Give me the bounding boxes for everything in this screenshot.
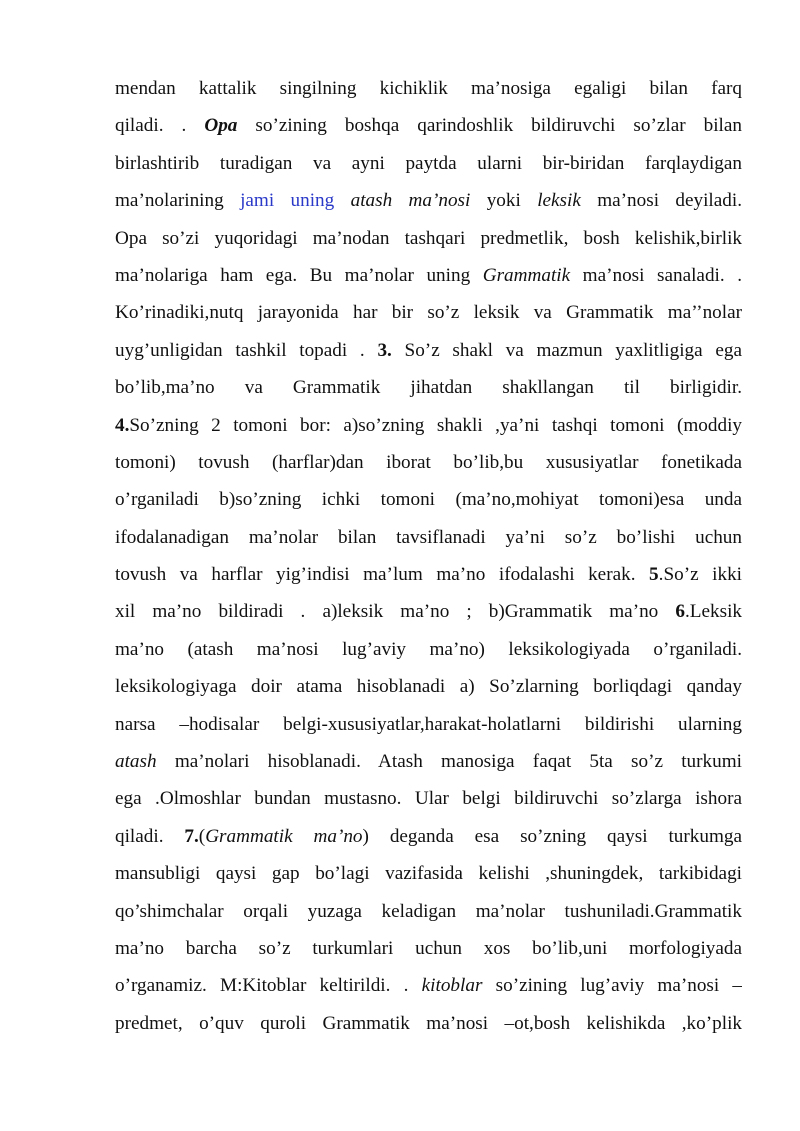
text-segment: o’rganamiz. M:Kitoblar keltirildi. . (115, 975, 422, 997)
text-segment: ma’no (atash ma’nosi lug’aviy ma’no) leksikologiyada o’rganiladi. (115, 638, 742, 660)
text-line (115, 668, 742, 705)
text-line (115, 145, 742, 182)
text-line (115, 182, 742, 219)
text-segment: ma’nosi sanaladi. . (570, 264, 742, 286)
text-segment: tomoni) tovush (harflar)dan iborat bo’lib,bu xususiyatlar fonetikada (115, 451, 742, 473)
text-line (115, 855, 742, 892)
text-segment: Grammatik ma’no (205, 825, 363, 847)
text-segment: 6 (675, 601, 685, 623)
text-segment: mansubligi qaysi gap bo’lagi vazifasida kelishi ,shuningdek, tarkibidagi (115, 863, 742, 885)
text-segment: .Leksik (684, 601, 742, 623)
text-segment: leksik (537, 190, 581, 212)
text-segment: ma’nosi deyiladi. (580, 190, 742, 212)
text-segment: mendan kattalik singilning kichiklik ma’nosiga egaligi bilan farq (115, 78, 742, 99)
text-segment: qiladi. (115, 825, 185, 847)
text-line (115, 481, 742, 518)
text-segment: Ko’rinadiki,nutq jarayonida har bir so’z leksik va Grammatik ma’’nolar (115, 302, 742, 324)
text-segment: narsa –hodisalar belgi-xususiyatlar,harakat-holatlarni bildirishi ularning (115, 713, 742, 735)
text-segment: So’zning 2 tomoni bor: a)so’zning shakli ,ya’ni tashqi tomoni (moddiy (129, 414, 742, 436)
text-line (115, 706, 742, 743)
text-line (115, 780, 742, 817)
text-line (115, 593, 742, 630)
body-text (115, 70, 742, 1042)
text-segment: xil ma’no bildiradi . a)leksik ma’no ; b)Grammatik ma’no (115, 601, 676, 623)
text-line (115, 369, 742, 406)
text-segment: ) deganda esa so’zning qaysi turkumga (362, 825, 742, 847)
text-line (115, 220, 742, 257)
text-line (115, 70, 742, 107)
text-segment: bo’lib,ma’no va Grammatik jihatdan shakllangan til birligidir. (115, 377, 742, 399)
text-segment: qo’shimchalar orqali yuzaga keladigan ma’nolar tushuniladi.Grammatik (115, 900, 742, 922)
text-line (115, 407, 742, 444)
text-line (115, 818, 742, 855)
text-segment: ma’nolarining (115, 190, 241, 212)
text-segment: predmet, o’quv quroli Grammatik ma’nosi –ot,bosh kelishikda ,ko’plik (115, 1012, 742, 1034)
text-line (115, 930, 742, 967)
text-line (115, 257, 742, 294)
text-segment: 7. (184, 825, 199, 847)
text-segment: Grammatik (482, 264, 571, 286)
text-segment: so’zining boshqa qarindoshlik bildiruvchi so’zlar bilan (237, 115, 742, 137)
text-segment: ifodalanadigan ma’nolar bilan tavsiflanadi ya’ni so’z bo’lishi uchun (115, 526, 742, 548)
text-segment: yoki (470, 190, 538, 212)
text-segment (334, 190, 350, 211)
text-segment: atash (115, 751, 157, 773)
text-segment: qiladi. . (115, 115, 205, 137)
text-segment: .So’z ikki (658, 564, 742, 586)
text-line (115, 332, 742, 369)
text-line (115, 1005, 742, 1042)
text-line (115, 444, 742, 481)
text-segment: ma’no barcha so’z turkumlari uchun xos bo’lib,uni morfologiyada (115, 937, 742, 959)
text-segment: leksikologiyaga doir atama hisoblanadi a) So’zlarning borliqdagi qanday (115, 676, 742, 698)
text-segment: kitoblar (421, 975, 483, 997)
text-segment: Opa (204, 115, 238, 137)
text-segment: ma’nolari hisoblanadi. Atash manosiga faqat 5ta so’z turkumi (156, 751, 742, 773)
text-segment: So’z shakl va mazmun yaxlitligiga ega (391, 339, 742, 361)
text-line (115, 519, 742, 556)
text-segment: ( (198, 825, 206, 847)
text-segment: ma’nolariga ham ega. Bu ma’nolar uning (115, 264, 483, 286)
text-line (115, 556, 742, 593)
text-line (115, 967, 742, 1004)
text-segment: 3. (377, 339, 392, 361)
text-segment: Opa so’zi yuqoridagi ma’nodan tashqari predmetlik, bosh kelishik,birlik (115, 227, 742, 249)
text-line (115, 743, 742, 780)
text-segment: tovush va harflar yig’indisi ma’lum ma’no ifodalashi kerak. (115, 564, 650, 586)
text-line (115, 631, 742, 668)
text-line (115, 893, 742, 930)
text-segment: jami uning (240, 190, 335, 212)
text-segment: birlashtirib turadigan va ayni paytda ularni bir-biridan farqlaydigan (115, 152, 742, 174)
text-segment: atash ma’nosi (350, 190, 471, 212)
text-segment: uyg’unligidan tashkil topadi . (115, 339, 378, 361)
text-line (115, 294, 742, 331)
text-line (115, 107, 742, 144)
text-segment: so’zining lug’aviy ma’nosi – (482, 975, 742, 997)
text-segment: ega .Olmoshlar bundan mustasno. Ular belgi bildiruvchi so’zlarga ishora (115, 788, 742, 810)
text-segment: 5 (649, 564, 659, 586)
text-segment: 4. (115, 414, 130, 436)
text-segment: o’rganiladi b)so’zning ichki tomoni (ma’no,mohiyat tomoni)esa unda (115, 489, 742, 511)
